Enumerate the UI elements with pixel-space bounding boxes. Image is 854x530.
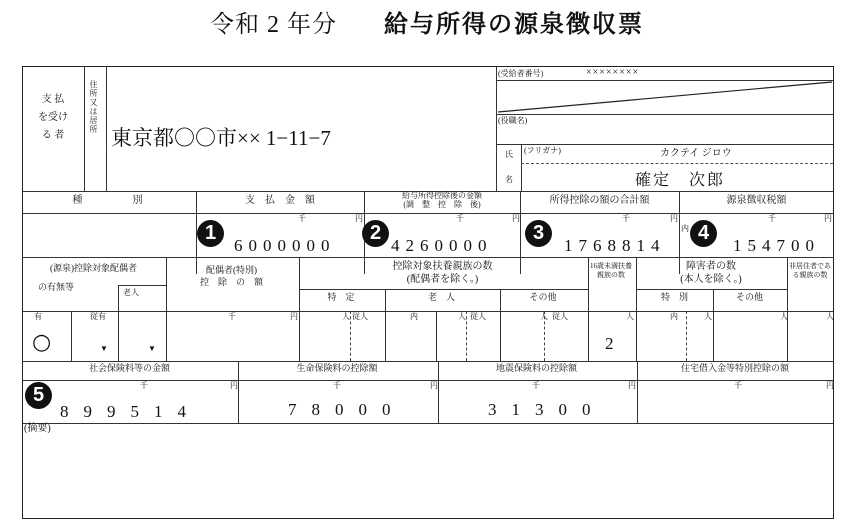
header-disabled-line2: (本人を除く。) [680, 274, 742, 285]
amount-social-insurance: 899514 [60, 402, 201, 421]
header-under16: 16歳未満扶養親族の数 [590, 262, 632, 279]
page-title [0, 4, 854, 39]
header-social-insurance: 社会保険料等の金額 [88, 363, 170, 373]
amount-payment: 6000000 [234, 236, 336, 255]
unit-thousand: 千 [298, 214, 306, 223]
divider [118, 285, 166, 286]
unit-yen: 円 [824, 214, 832, 223]
divider [23, 361, 833, 362]
recipient-name: 確定 次郎 [635, 172, 726, 189]
name-label-top: 氏 [505, 150, 513, 159]
divider [71, 311, 72, 361]
divider [299, 289, 588, 290]
header-earthquake-insurance: 地震保険料の控除額 [495, 363, 577, 373]
unit-yen: 円 [670, 214, 678, 223]
position-label: (役職名) [498, 116, 528, 125]
header-after-deduction-line1: 給与所得控除後の金額 [402, 191, 482, 200]
under16-count: 2 [605, 334, 614, 353]
amount-after-deduction: 4260000 [391, 236, 493, 255]
furigana-value: カクテイ ジロウ [660, 148, 732, 159]
recipient-id-value: ×××××××× [586, 67, 640, 78]
label-payee [24, 94, 82, 142]
unit-subordinate: 従人 [352, 312, 368, 321]
unit-thousand: 千 [622, 214, 630, 223]
unit-yen: 円 [628, 381, 636, 390]
header-spouse-exists [22, 264, 165, 273]
unit-thousand: 千 [768, 214, 776, 223]
header-dependents [298, 260, 587, 286]
unit-inner: 内 [670, 312, 678, 321]
label-payee-line3: る 者 [41, 130, 65, 141]
label-yes: 有 [34, 312, 42, 321]
unit-yen: 円 [826, 381, 834, 390]
unit-thousand: 千 [228, 312, 236, 321]
unit-person: 人 [826, 312, 834, 321]
title-year: 令和 2 年分 [210, 12, 337, 38]
unit-yen: 円 [355, 214, 363, 223]
header-other: その他 [529, 292, 557, 302]
unit-person: 人 [458, 312, 466, 321]
header-after-deduction-line2: (調 整 控 除 後) [403, 200, 481, 209]
divider [23, 423, 833, 424]
remarks-label: (摘要) [24, 423, 51, 434]
amount-life-insurance: 78000 [288, 400, 406, 419]
name-label-bottom: 名 [505, 175, 513, 184]
recipient-id-label: (受給者番号) [498, 69, 544, 78]
header-housing-loan: 住宅借入金等特別控除の額 [680, 363, 789, 373]
spouse-mark: ○ [32, 330, 52, 355]
unit-yen: 円 [512, 214, 520, 223]
header-life-insurance: 生命保険料の控除額 [296, 363, 378, 373]
amount-total-deductions: 1768814 [564, 236, 666, 255]
divider [84, 67, 85, 191]
header-dependents-line2: (配偶者を除く。) [406, 274, 479, 285]
diagonal-line [496, 80, 834, 114]
unit-person: 人 [780, 312, 788, 321]
divider [23, 213, 833, 214]
header-dependents-line1: 控除対象扶養親族の数 [392, 261, 493, 272]
amount-earthquake-insurance: 31300 [488, 400, 606, 419]
header-nonresident: 非居住者である親族の数 [789, 262, 831, 279]
divider [636, 289, 787, 290]
title-name: 給与所得の源泉徴収票 [384, 12, 644, 38]
label-payee-line1: 支 払 [41, 94, 65, 105]
dropdown-icon: ▼ [100, 344, 108, 353]
header-spouse-exists-line1: (源泉)控除対象配偶者 [50, 263, 137, 273]
divider [350, 311, 351, 361]
divider [118, 285, 119, 361]
badge-4: 4 [690, 220, 717, 247]
header-spouse-deduction-line2: 控 除 の 額 [199, 277, 263, 287]
header-special: 特 別 [660, 292, 688, 302]
divider [436, 311, 437, 361]
divider [521, 144, 522, 191]
header-after-deduction [364, 191, 520, 209]
unit-person: 人 [704, 312, 712, 321]
unit-thousand: 千 [333, 381, 341, 390]
unit-thousand: 千 [140, 381, 148, 390]
header-specific: 特 定 [327, 292, 355, 302]
unit-yen: 円 [430, 381, 438, 390]
label-payee-line2: を受け [38, 112, 68, 123]
address-value: 東京都〇〇市×× 1−11−7 [111, 126, 331, 150]
amount-withholding: 154700 [733, 236, 820, 255]
divider [23, 257, 833, 258]
header-spouse-exists-line2: の有無等 [38, 282, 75, 292]
unit-thousand: 千 [734, 381, 742, 390]
divider [686, 311, 687, 361]
badge-2: 2 [362, 220, 389, 247]
header-disabled [636, 260, 786, 286]
header-spouse-deduction [165, 266, 298, 287]
unit-thousand: 千 [456, 214, 464, 223]
header-elderly: 老人 [123, 288, 139, 297]
header-total-deductions: 所得控除の額の合計額 [549, 195, 650, 206]
header-disabled-line1: 障害者の数 [686, 261, 736, 272]
badge-3: 3 [525, 220, 552, 247]
unit-person: 人 [342, 312, 350, 321]
unit-inner: 内 [681, 224, 689, 233]
divider [106, 67, 107, 191]
unit-thousand: 千 [532, 381, 540, 390]
header-disabled-other: その他 [735, 292, 763, 302]
unit-person: 人 [626, 312, 634, 321]
header-payment: 支 払 金 額 [245, 195, 315, 206]
unit-yen: 円 [290, 312, 298, 321]
unit-inner: 内 [410, 312, 418, 321]
divider [496, 144, 833, 145]
badge-1: 1 [197, 220, 224, 247]
divider [496, 114, 833, 115]
badge-5: 5 [25, 382, 52, 409]
furigana-label: (フリガナ) [524, 146, 561, 155]
label-subordinate-yes: 従有 [90, 312, 106, 321]
dropdown-icon: ▼ [148, 344, 156, 353]
unit-yen: 円 [230, 381, 238, 390]
unit-subordinate: 従人 [470, 312, 486, 321]
label-address: 住所又は居所 [89, 80, 98, 134]
header-old: 老 人 [427, 292, 455, 302]
divider [521, 163, 833, 164]
unit-subordinate: 従人 [552, 312, 568, 321]
header-type: 種 別 [72, 195, 145, 206]
unit-person: 人 [540, 312, 548, 321]
divider [466, 311, 467, 361]
header-spouse-deduction-line1: 配偶者(特別) [206, 265, 257, 275]
header-withholding: 源泉徴収税額 [726, 195, 787, 206]
